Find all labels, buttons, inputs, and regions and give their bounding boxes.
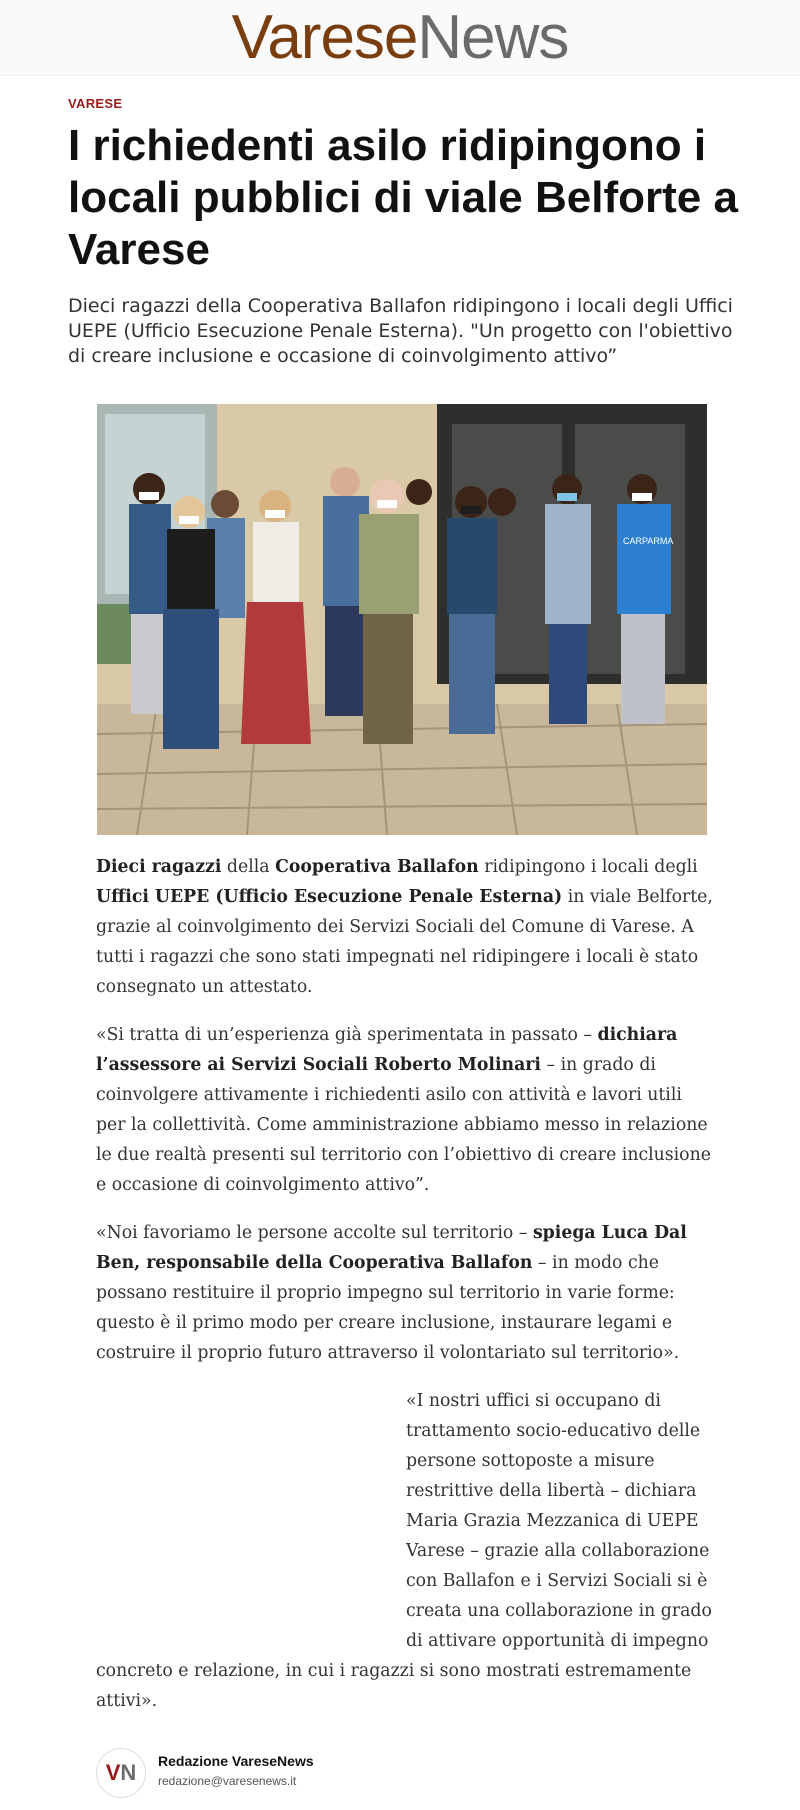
article-photo — [97, 404, 707, 835]
bold-text: Uffici UEPE (Ufficio Esecuzione Penale Esterna) — [96, 887, 563, 907]
author-name[interactable]: Redazione VareseNews — [158, 1753, 314, 1769]
site-header — [0, 0, 800, 76]
author-avatar[interactable]: VN — [96, 1748, 146, 1798]
indented-quote: «I nostri uffici si occupano di trattamento socio-educativo delle persone sottoposte a misure restrittive della libertà – dichiara Maria Grazia Mezzanica di UEPE Varese – grazie alla collaborazione con Ballafon e i Servizi Sociali si è creata una collaborazione in grado di attivare opportunità di impegno — [406, 1391, 712, 1651]
bold-text: dichiara l’assessore ai Servizi Sociali Roberto Molinari — [96, 1025, 678, 1075]
author-box — [96, 1748, 496, 1800]
photo-shirt-text: CARPARMA — [623, 536, 674, 546]
bold-text: Dieci ragazzi — [96, 857, 222, 877]
author-email[interactable]: redazione@varesenews.it — [158, 1774, 297, 1788]
quote-continuation: concreto e relazione, in cui i ragazzi si sono mostrati estremamente attivi». — [96, 1661, 692, 1711]
article-subtitle: Dieci ragazzi della Cooperativa Ballafon ridipingono i locali degli Uffici UEPE (Ufficio Esecuzione Penale Esterna). "Un progetto con l'obiettivo di creare inclusione e occasione di coinvolgimento attivo” — [68, 295, 733, 367]
article-category[interactable]: VARESE — [68, 96, 123, 111]
logo-news: News — [417, 3, 569, 72]
bold-text: Cooperativa Ballafon — [275, 857, 479, 877]
site-logo[interactable] — [0, 0, 800, 76]
article-title: I richiedenti asilo ridipingono i locali pubblici di viale Belforte a Varese — [68, 121, 738, 274]
article-paragraph: «Noi favoriamo le persone accolte sul territorio – spiega Luca Dal Ben, responsabile della Cooperativa Ballafon – in modo che possano restituire il proprio impegno sul territorio in varie forme: questo è il primo modo per creare inclusione, instaurare legami e costruire il proprio futuro attraverso il volontariato sul territorio». — [96, 1223, 687, 1363]
article-paragraph: «Si tratta di un’esperienza già sperimentata in passato – dichiara l’assessore ai Servizi Sociali Roberto Molinari – in grado di coinvolgere attivamente i richiedenti asilo con attività e lavori utili per la collettività. Come amministrazione abbiamo messo in relazione le due realtà presenti sul territorio con l’obiettivo di creare inclusione e occasione di coinvolgimento attivo”. — [96, 1025, 711, 1195]
article-paragraph — [96, 1386, 716, 1716]
logo-varese: Varese — [231, 3, 418, 72]
bold-text: spiega Luca Dal Ben, responsabile della Cooperativa Ballafon — [96, 1223, 687, 1273]
article-paragraph: Dieci ragazzi della Cooperativa Ballafon ridipingono i locali degli Uffici UEPE (Ufficio Esecuzione Penale Esterna) in viale Belforte, grazie al coinvolgimento dei Servizi Sociali del Comune di Varese. A tutti i ragazzi che sono stati impegnati nel ridipingere i locali è stato consegnato un attestato. — [96, 857, 713, 997]
